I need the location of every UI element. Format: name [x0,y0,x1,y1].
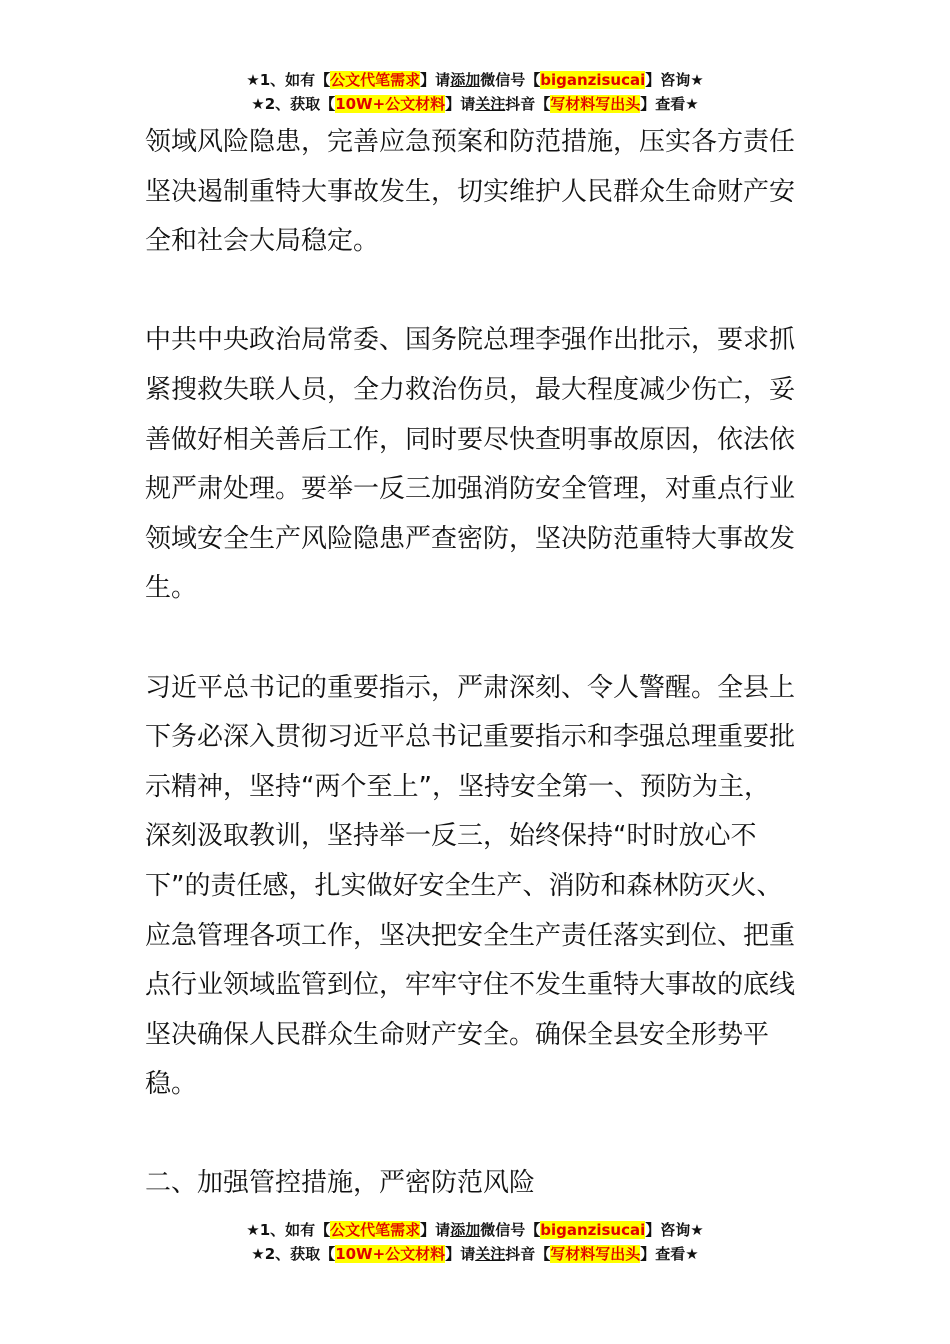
paragraph-spacer [145,614,810,664]
section-heading-2: 二、加强管控措施，严密防范风险 [145,1168,536,1199]
promo-text: 】请 [420,71,451,89]
promo-text: 抖音【 [505,1245,551,1263]
promo-text: 】咨询★ [645,71,704,89]
paragraph-spacer [145,1110,810,1160]
promo-text: 微信号【 [480,71,541,89]
promo-line-1 [0,68,950,92]
promo-highlight: 公文代笔需求 [330,1221,421,1239]
promo-underlined-text: 添加 [450,71,481,89]
document-body [145,118,810,1209]
promo-highlight: 公文代笔需求 [330,71,421,89]
paragraph-3: 习近平总书记的重要指示，严肃深刻、令人警醒。全县上 下务必深入贯彻习近平总书记重要指示和李强总理重要批 示精神，坚持“两个至上”，坚持安全第一、预防为主， 深刻汲取教训，坚持举一反三，始终保持“时时放心不 下”的责任感，扎实做好安全生产、消防和森林防灭火、 应急管理各项工作，坚决把安全生产责任落实到位、把重 点行业领域监管到位，牢牢守住不发生重特大事故的底线 坚决确保人民群众生命财产安全。确保全县安全形势平稳。 [145,672,796,1100]
promo-text: 微信号【 [480,1221,541,1239]
promo-wechat-id: biganzisucai [540,1221,646,1239]
paragraph-1: 领域风险隐患，完善应急预案和防范措施，压实各方责任 坚决遏制重特大事故发生，切实维护人民群众生命财产安 全和社会大局稳定。 [145,127,796,257]
promo-douyin-account: 写材料写出头 [550,1245,641,1263]
promo-text: ★1、如有【 [246,71,331,89]
promo-wechat-id: biganzisucai [540,71,646,89]
promo-text: 】咨询★ [645,1221,704,1239]
promo-douyin-account: 写材料写出头 [550,95,641,113]
paragraph-spacer [145,267,810,317]
promo-underlined-text: 添加 [450,1221,481,1239]
promo-underlined-text: 关注 [475,95,506,113]
promo-line-2 [0,92,950,116]
promo-text: 】请 [420,1221,451,1239]
promo-line-2 [0,1242,950,1266]
promo-text: ★2、获取【 [251,95,336,113]
promo-text: 抖音【 [505,95,551,113]
promo-text: 】请 [445,1245,476,1263]
promo-highlight: 10W+公文材料 [335,95,446,113]
promo-text: 】查看★ [640,95,699,113]
promo-text: 】请 [445,95,476,113]
bottom-promo-banner [0,1218,950,1266]
promo-underlined-text: 关注 [475,1245,506,1263]
promo-line-1 [0,1218,950,1242]
top-promo-banner [0,68,950,116]
promo-text: ★2、获取【 [251,1245,336,1263]
paragraph-2: 中共中央政治局常委、国务院总理李强作出批示，要求抓 紧搜救失联人员，全力救治伤员，最大程度减少伤亡，妥 善做好相关善后工作，同时要尽快查明事故原因，依法依 规严肃处理。要举一反三加强消防安全管理，对重点行业 领域安全生产风险隐患严查密防，坚决防范重特大事故发 生。 [145,325,796,604]
promo-text: 】查看★ [640,1245,699,1263]
promo-text: ★1、如有【 [246,1221,331,1239]
promo-highlight: 10W+公文材料 [335,1245,446,1263]
